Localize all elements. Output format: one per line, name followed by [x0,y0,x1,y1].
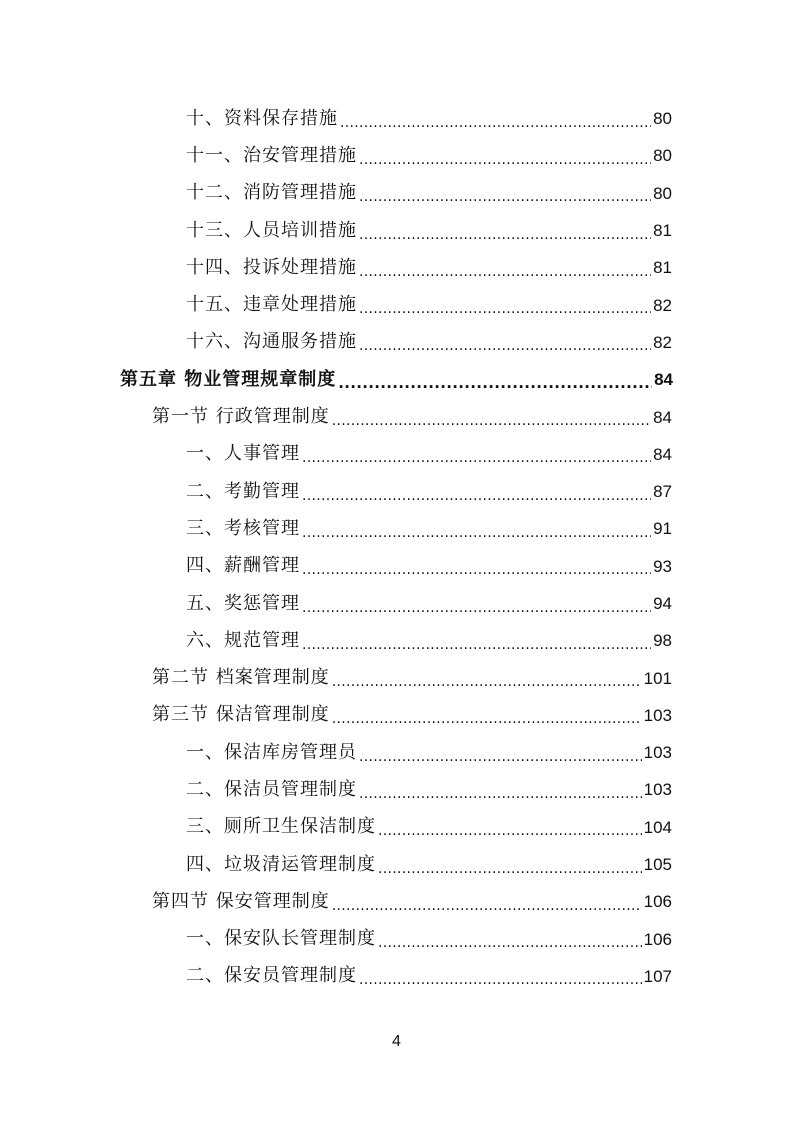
toc-entry-page: 105 [643,855,672,875]
toc-entry[interactable] [0,137,793,174]
toc-entry[interactable] [0,175,793,212]
toc-entry-title: 五、奖惩管理 [186,592,300,614]
toc-entry-title: 一、保洁库房管理员 [186,741,357,763]
toc-entry[interactable] [0,286,793,323]
dot-leader [302,486,651,504]
toc-entry[interactable] [0,771,793,808]
dot-leader [340,113,651,131]
toc-entry-title: 四、垃圾清运管理制度 [186,853,376,875]
dot-leader [359,747,642,765]
toc-entry-title: 十二、消防管理措施 [186,182,357,204]
dot-leader [359,262,651,280]
dot-leader [359,970,642,988]
toc-entry-page: 101 [643,668,672,688]
toc-entry-page: 106 [643,892,672,912]
toc-entry-page: 94 [653,594,672,613]
toc-entry-title: 一、人事管理 [186,443,300,465]
dot-leader [378,933,642,951]
dot-leader [359,187,651,205]
toc-entry-page: 82 [653,295,672,315]
toc-section-title: 第三节 保洁管理制度 [152,704,330,726]
toc-entry-page: 84 [654,370,673,390]
toc-entry-page: 81 [653,258,672,278]
toc-section-title: 第一节 行政管理制度 [152,406,330,428]
toc-entry-title: 三、考核管理 [186,517,300,539]
toc-entry[interactable] [0,734,793,771]
dot-leader [302,448,651,466]
toc-entry[interactable] [0,585,793,622]
toc-entry[interactable] [0,846,793,883]
dot-leader [359,336,651,354]
toc-entry-page: 104 [643,817,672,837]
toc-entry[interactable] [0,249,793,286]
toc-entry-title: 二、保安员管理制度 [186,965,357,987]
toc-entry-page: 106 [643,929,672,949]
toc-entry[interactable] [0,921,793,958]
toc-entry-title: 十五、违章处理措施 [186,294,357,316]
toc-entry-page: 81 [653,221,672,241]
toc-entry-page: 103 [643,780,672,800]
page-number: 4 [392,1033,401,1050]
toc-entry[interactable] [0,100,793,137]
toc-entry-title: 二、考勤管理 [186,480,300,502]
toc-chapter-entry[interactable] [0,361,793,398]
toc-entry-page: 91 [653,519,672,539]
toc-entry-page: 84 [653,407,672,427]
dot-leader [332,896,642,914]
toc-entry-title: 十三、人员培训措施 [186,219,357,241]
toc-section-entry[interactable] [0,659,793,696]
dot-leader [302,635,651,653]
dot-leader [338,374,652,392]
toc-entry[interactable] [0,809,793,846]
toc-entry-page: 103 [643,705,672,725]
toc-entry-title: 三、厕所卫生保洁制度 [186,816,376,838]
toc-entry-page: 98 [653,631,672,651]
toc-entry-page: 80 [653,183,672,203]
dot-leader [302,560,651,578]
toc-entry-page: 107 [643,966,672,986]
toc-entry-title: 十、资料保存措施 [186,107,338,129]
toc-entry-title: 二、保洁员管理制度 [186,778,357,800]
dot-leader [359,784,642,802]
toc-entry[interactable] [0,622,793,659]
toc-section-entry[interactable] [0,883,793,920]
toc-entry-page: 84 [653,444,672,464]
toc-section-title: 第二节 档案管理制度 [152,667,330,689]
toc-entry-page: 93 [653,556,672,576]
toc-section-title: 第四节 保安管理制度 [152,890,330,912]
dot-leader [359,225,651,243]
toc-entry-page: 87 [653,482,672,502]
toc-entry[interactable] [0,548,793,585]
dot-leader [302,598,651,616]
dot-leader [332,709,642,727]
toc-entry[interactable] [0,958,793,995]
toc-entry[interactable] [0,324,793,361]
toc-entry-title: 十六、沟通服务措施 [186,331,357,353]
toc-entry-page: 103 [643,743,672,763]
toc-entry-title: 十四、投诉处理措施 [186,256,357,278]
dot-leader [359,150,651,168]
dot-leader [332,411,651,429]
toc-entry[interactable] [0,212,793,249]
toc-entry[interactable] [0,436,793,473]
dot-leader [378,821,642,839]
toc-entry-title: 六、规范管理 [186,629,300,651]
toc-entry[interactable] [0,473,793,510]
toc-entry-page: 80 [653,109,672,129]
toc-entry-page: 82 [653,332,672,352]
dot-leader [302,523,651,541]
toc-entry-title: 十一、治安管理措施 [186,144,357,166]
dot-leader [332,672,642,690]
toc-section-entry[interactable] [0,398,793,435]
table-of-contents [0,100,793,995]
dot-leader [359,299,651,317]
toc-entry-title: 四、薪酬管理 [186,555,300,577]
toc-entry-title: 一、保安队长管理制度 [186,928,376,950]
toc-entry-page: 80 [653,146,672,166]
toc-chapter-title: 第五章 物业管理规章制度 [120,368,337,390]
dot-leader [378,859,642,877]
toc-section-entry[interactable] [0,697,793,734]
toc-entry[interactable] [0,510,793,547]
